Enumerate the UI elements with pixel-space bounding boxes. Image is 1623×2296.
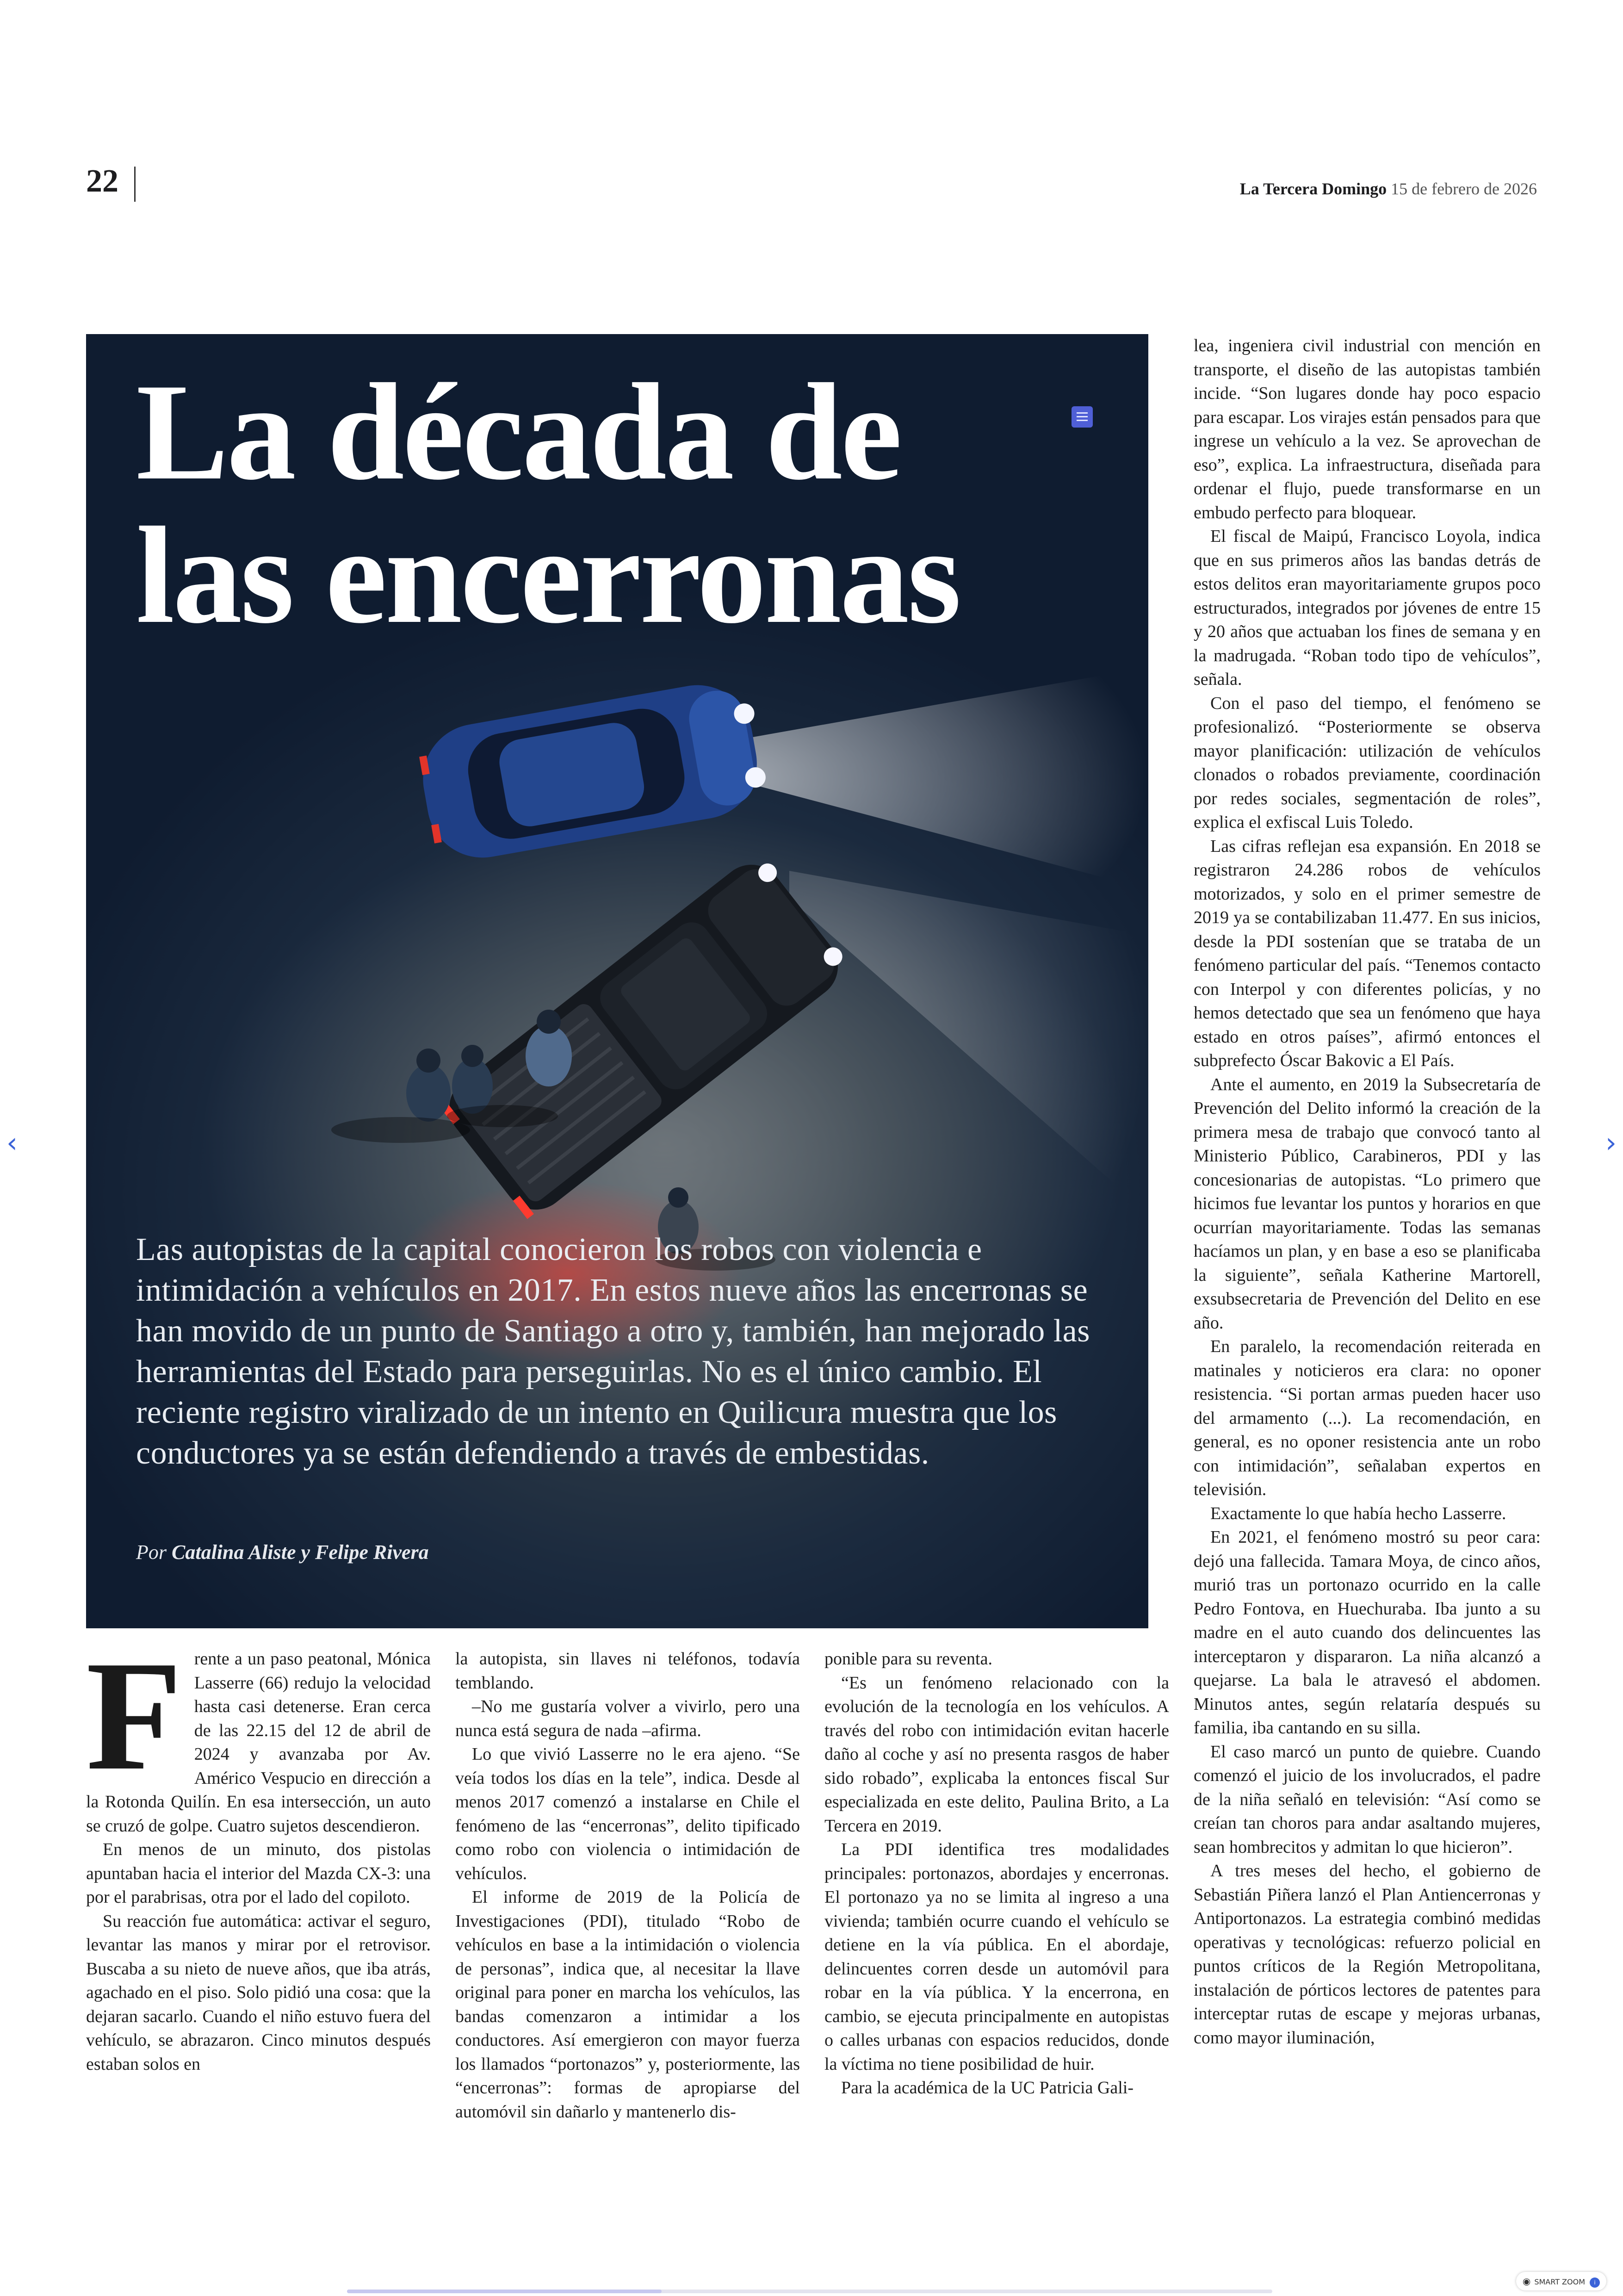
article-paragraph: ponible para su reventa.: [824, 1649, 992, 1669]
article-paragraph: Ante el aumento, en 2019 la Subsecretaría de Prevención del Delito informó la creación de la primera mesa de trabajo que convocó tanto al Ministerio Público, Carabineros, PDI y las concesionarias de autopistas. “Lo primero que hicimos fue levantar los puntos y horarios en que ocurrían mayoritariamente. Todas las semanas hacíamos un plan, y en base a eso se planificaba la siguiente”, señala Katherine Martorell, exsubsecretaria de Prevención del Delito en ese año.: [1194, 1074, 1541, 1333]
header-divider: [134, 167, 136, 202]
page-scrollbar-thumb[interactable]: [347, 2290, 662, 2293]
chevron-right-icon[interactable]: ›: [1605, 1127, 1617, 1159]
hero-photo: [86, 334, 1148, 1628]
article-column-1: [86, 1628, 431, 2076]
article-paragraph: A tres meses del hecho, el gobierno de Sebastián Piñera lanzó el Plan Antiencerronas y Antiportonazos. La estrategia combinó medidas operativas y tecnológicas: refuerzo policial en puntos críticos de la Región Metropolitana, instalación de pórticos lectores de patentes para interceptar rutas de escape y mejoras urbanas, como mayor iluminación,: [1194, 1861, 1541, 2048]
byline-authors: Catalina Aliste y Felipe Rivera: [172, 1541, 429, 1564]
article-column-4: [1194, 334, 1541, 2050]
article-column-3: [824, 1647, 1169, 2100]
article-paragraph: En paralelo, la recomendación reiterada en matinales y noticieros era clara: no oponer resistencia. “Si portan armas pueden hacer uso del armamento (...). La recomendación, en general, es no oponer resistencia ante un robo con intimidación”, señalaban expertos en televisión.: [1194, 1337, 1541, 1499]
publication-date: 15 de febrero de 2026: [1391, 180, 1537, 198]
running-header: [1240, 178, 1537, 200]
article-paragraph: Su reacción fue automática: activar el seguro, levantar las manos y mirar por el retrovisor. Buscaba a su nieto de nueve años, que iba atrás, agachado en el piso. Solo pidió una cosa: que la dejaran sacarlo. Cuando el niño estuvo fuera del vehículo, se abrazaron. Cinco minutos después estaban solos en: [86, 1911, 431, 2074]
article-paragraph: Con el paso del tiempo, el fenómeno se profesionalizó. “Posteriormente se observa mayor planificación: utilización de vehículos clonados o robados previamente, coordinación por redes sociales, segmentación de roles”, explica el exfiscal Luis Toledo.: [1194, 693, 1541, 832]
headline-line-2: las encerronas: [136, 498, 960, 652]
article-paragraph: lea, ingeniera civil industrial con mención en transporte, el diseño de las autopistas también incide. “Son lugares donde hay poco espacio para escapar. Los virajes están pensados para que ingrese un vehículo a la vez. Se aprovechan de eso”, explica. La infraestructura, diseñada para ordenar el flujo, puede transformarse en un embudo perfecto para bloquear.: [1194, 336, 1541, 522]
drop-cap: F: [86, 1628, 182, 1803]
article-paragraph: El caso marcó un punto de quiebre. Cuando comenzó el juicio de los involucrados, el padre de la niña señaló en televisión: “Así como se creían tan choros para andar asaltando mujeres, sean hombrecitos y admitan lo que hicieron”.: [1194, 1742, 1541, 1857]
smart-zoom-label: SMART ZOOM: [1534, 2277, 1585, 2286]
deck-summary: Las autopistas de la capital conocieron los robos con violencia e intimidación a vehículos en 2017. En estos nueve años las encerronas se han movido de un punto de Santiago a otro y, también, han mejorado las herramientas del Estado para perseguirlas. No es el único cambio. El reciente registro viralizado de un intento en Quilicura muestra que los conductores ya se están defendiendo a través de embestidas.: [136, 1232, 1090, 1471]
article-paragraph: “Es un fenómeno relacionado con la evolución de la tecnología en los vehículos. A través del robo con intimidación evitan hacerle daño al coche y así no presenta rasgos de haber sido robado”, explicaba la entonces fiscal Sur especializada en este delito, Paulina Brito, a La Tercera en 2019.: [824, 1673, 1169, 1836]
headline-line-1: La década de: [136, 355, 901, 509]
byline-prefix: Por: [136, 1541, 167, 1564]
article-paragraph: –No me gustaría volver a vivirlo, pero una nunca está segura de nada –afirma.: [455, 1697, 800, 1740]
paragraph-text: rente a un paso peatonal, Mónica Lasserre (66) redujo la velocidad hasta casi detenerse. Eran cerca de las 22.15 del 12 de abril de 2024 y avanzaba por Av. Américo Vespucio en dirección a la Rotonda Quilín. En esa intersección, un auto se cruzó de golpe. Cuatro sujetos descendieron.: [86, 1649, 431, 1836]
eye-icon: ◉: [1522, 2276, 1531, 2287]
article-paragraph: El fiscal de Maipú, Francisco Loyola, indica que en sus primeros años las bandas detrás de estos delitos eran mayoritariamente grupos poco estructurados, integrados por jóvenes de entre 15 y 20 años que actuaban los fines de semana y en la madrugada. “Roban todo tipo de vehículos”, señala.: [1194, 527, 1541, 689]
article-paragraph: Lo que vivió Lasserre no le era ajeno. “Se veía todos los días en la tele”, indica. Desde al menos 2017 comenzó a instalarse en Chile el fenómeno de las “encerronas”, delito tipificado como robo con violencia o intimidación de vehículos.: [455, 1744, 800, 1883]
article-paragraph: Para la académica de la UC Patricia Gali-: [841, 2078, 1134, 2097]
article-column-2: [455, 1647, 800, 2124]
article-paragraph: En menos de un minuto, dos pistolas apuntaban hacia el interior del Mazda CX-3: una por el parabrisas, otra por el lado del copiloto.: [86, 1840, 431, 1907]
article-paragraph: Las cifras reflejan esa expansión. En 2018 se registraron 24.286 robos de vehículos motorizados, y solo en el primer semestre de 2019 ya se contabilizaban 11.477. En sus inicios, desde la PDI sostenían que se trataba de un fenómeno particular del país. “Tenemos contacto con Interpol y con diferentes policías, y no hemos detectado que sea un fenómeno que haya estado en otros países”, afirmó entonces el subprefecto Óscar Bakovic a El País.: [1194, 836, 1541, 1070]
publication-name: La Tercera Domingo: [1239, 180, 1387, 198]
article-paragraph: La PDI identifica tres modalidades principales: portonazos, abordajes y encerronas. El portonazo ya no se limita al ingreso a una vivienda; también ocurre cuando el vehículo se detiene en la vía pública. En el abordaje, delincuentes corren desde un automóvil para robar en la vía pública. Y la encerrona, en cambio, se ejecuta principalmente en autopistas o calles urbanas con espacios reducidos, donde la víctima no tiene posibilidad de huir.: [824, 1840, 1169, 2074]
article-paragraph: Exactamente lo que había hecho Lasserre.: [1210, 1503, 1506, 1523]
article-paragraph: El informe de 2019 de la Policía de Investigaciones (PDI), titulado “Robo de vehículos en base a la intimidación o violencia de personas”, indica que, al necesitar la llave original para poner en marcha los vehículos, las bandas comenzaron a intimidar a los conductores. Así emergieron con mayor fuerza los llamados “portonazos” y, posteriormente, las “encerronas”: formas de apropiarse del automóvil sin dañarlo y mantenerlo dis-: [455, 1887, 800, 2122]
page-number: 22: [86, 163, 118, 199]
chevron-left-icon[interactable]: ‹: [6, 1127, 18, 1159]
info-badge-icon: i: [1590, 2277, 1600, 2288]
article-paragraph: [86, 1628, 431, 1838]
headline: [136, 355, 1108, 652]
byline: [136, 1539, 429, 1565]
smart-zoom-button[interactable]: [1516, 2272, 1606, 2290]
article-paragraph: la autopista, sin llaves ni teléfonos, todavía temblando.: [455, 1649, 800, 1693]
article-paragraph: En 2021, el fenómeno mostró su peor cara: dejó una fallecida. Tamara Moya, de cinco años, murió tras un portonazo ocurrido en la calle Pedro Fontova, en Huechuraba. Iba junto a su madre en el auto cuando dos delincuentes las interceptaron y dispararon. La niña alcanzó a quejarse. La bala le atravesó el abdomen. Minutos antes, según relataría después su familia, iba cantando en su silla.: [1194, 1527, 1541, 1738]
